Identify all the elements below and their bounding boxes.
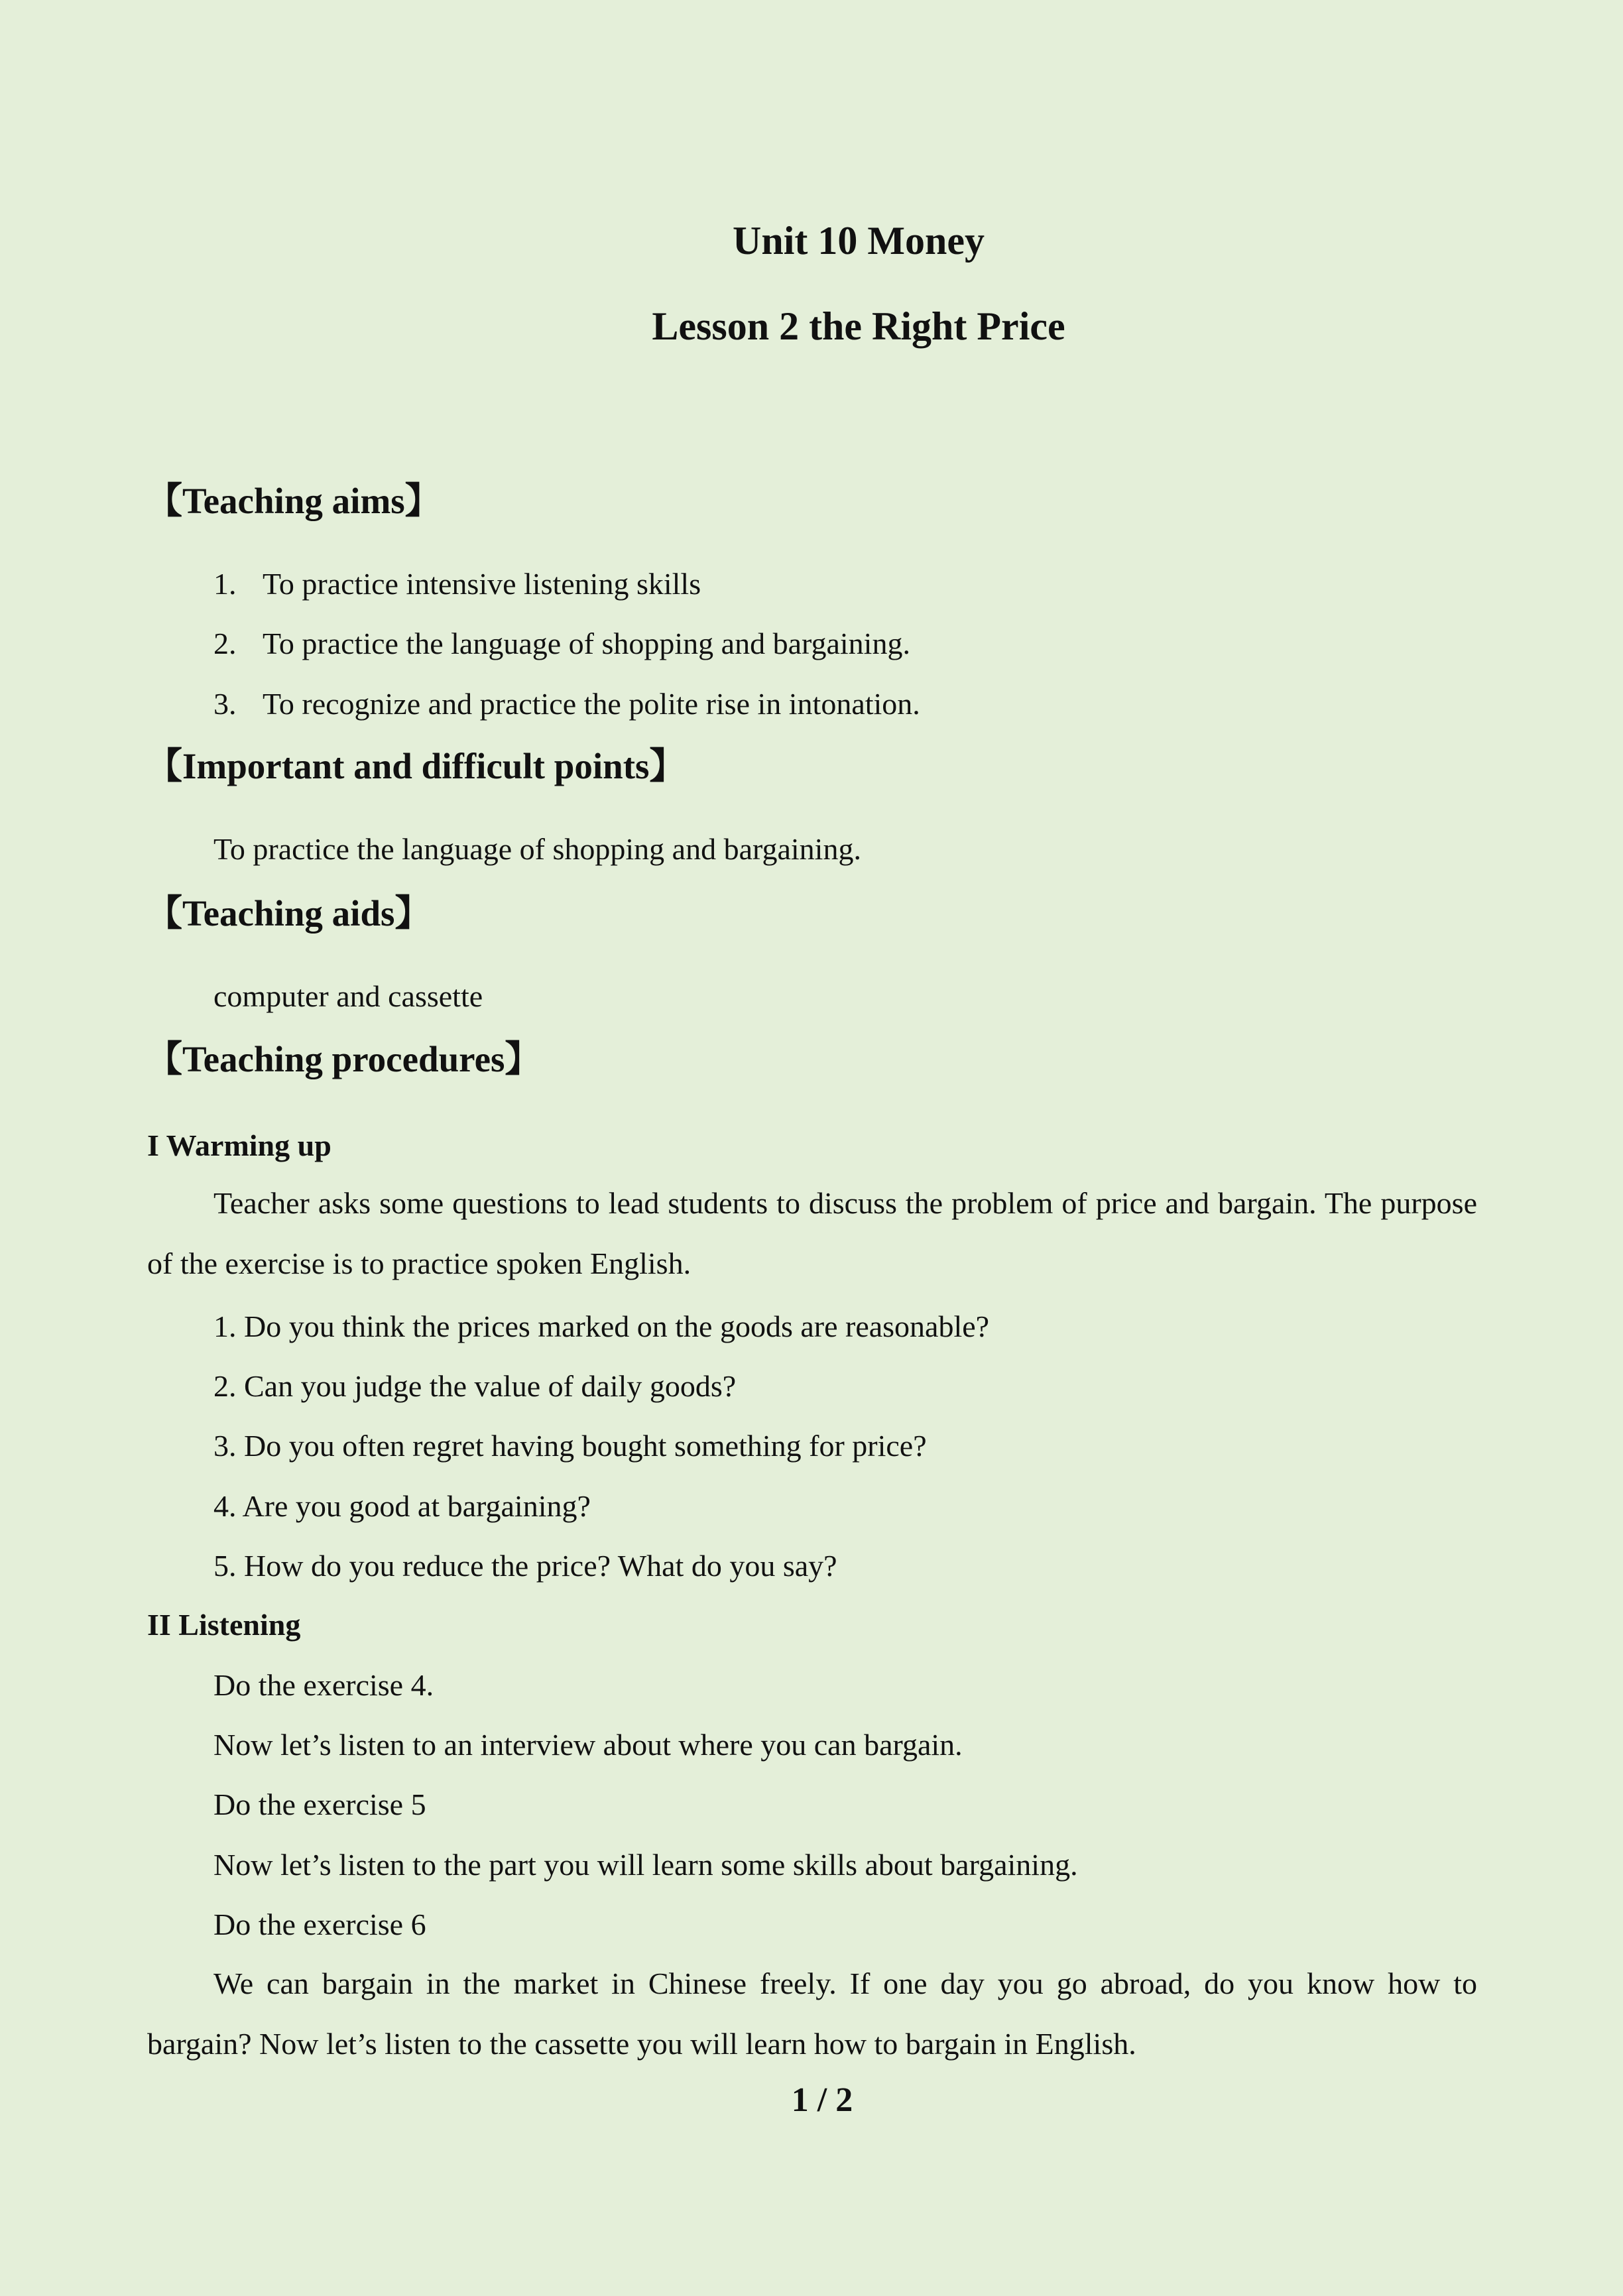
listening-closing-paragraph: We can bargain in the market in Chinese freely. If one day you go abroad, do you know how to bargain? Now let’s listen to the cassette you will learn how to bargain in English. <box>147 1966 1477 2061</box>
warming-up-intro: Teacher asks some questions to lead students to discuss the problem of price and bargain. The purpose of the exercise is to practice spoken English. <box>147 1186 1477 1280</box>
teaching-aids-text: computer and cassette <box>213 979 483 1013</box>
aim-text: To practice the language of shopping and bargaining. <box>263 627 910 660</box>
question-item: 5. How do you reduce the price? What do you say? <box>213 1549 837 1583</box>
aim-item <box>213 629 910 659</box>
listening-heading: II Listening <box>147 1608 301 1642</box>
warming-up-heading: I Warming up <box>147 1128 331 1162</box>
aim-item <box>213 689 920 719</box>
aim-text: To practice intensive listening skills <box>263 567 701 601</box>
important-points-text: To practice the language of shopping and bargaining. <box>213 832 861 866</box>
aim-number: 2. <box>213 627 237 660</box>
teaching-aids-heading: 【Teaching aids】 <box>146 893 432 934</box>
teaching-aims-heading: 【Teaching aims】 <box>146 481 442 521</box>
listening-line: Do the exercise 5 <box>213 1787 426 1821</box>
question-item: 2. Can you judge the value of daily goods? <box>213 1369 737 1403</box>
teaching-procedures-heading: 【Teaching procedures】 <box>146 1039 542 1079</box>
question-item: 1. Do you think the prices marked on the goods are reasonable? <box>213 1309 990 1343</box>
listening-line: Do the exercise 4. <box>213 1668 434 1702</box>
aim-text: To recognize and practice the polite rise in intonation. <box>263 687 920 721</box>
important-points-heading: 【Important and difficult points】 <box>146 746 686 786</box>
lesson-subtitle: Lesson 2 the Right Price <box>652 304 1065 348</box>
aim-number: 1. <box>213 567 237 601</box>
question-item: 3. Do you often regret having bought something for price? <box>213 1429 927 1463</box>
question-item: 4. Are you good at bargaining? <box>213 1489 591 1523</box>
listening-line: Now let’s listen to the part you will learn some skills about bargaining. <box>213 1848 1078 1882</box>
listening-line: Do the exercise 6 <box>213 1907 426 1941</box>
document-title: Unit 10 Money <box>733 219 985 263</box>
listening-line: Now let’s listen to an interview about where you can bargain. <box>213 1728 963 1762</box>
aim-number: 3. <box>213 687 237 721</box>
aim-item <box>213 569 701 599</box>
page-number: 1 / 2 <box>791 2081 853 2119</box>
